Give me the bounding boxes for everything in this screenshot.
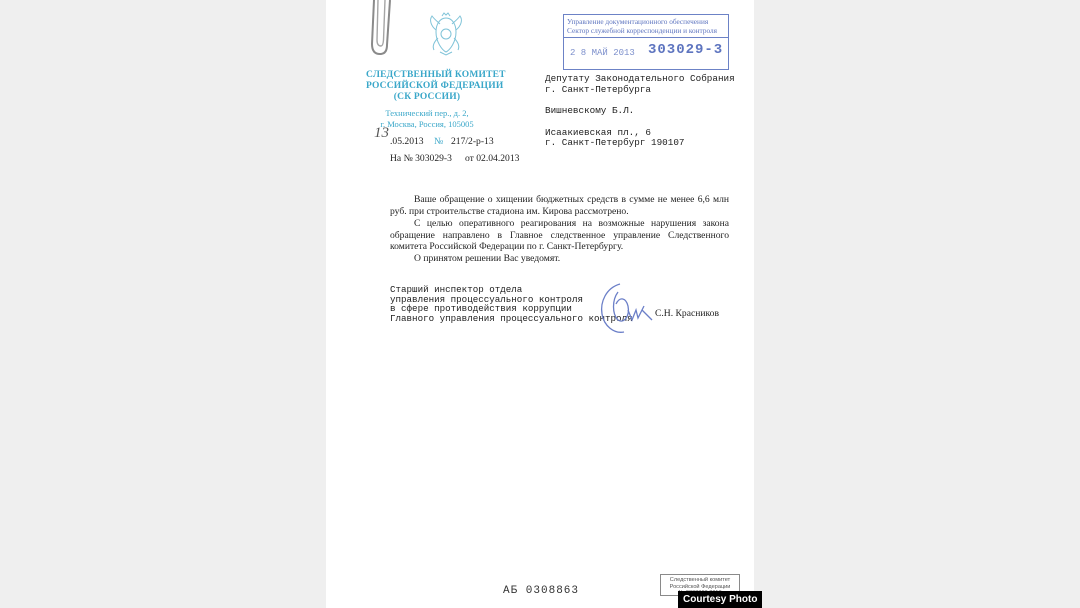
recipient-line-3: Вишневскому Б.Л. — [545, 105, 635, 116]
coat-of-arms-icon — [426, 12, 466, 56]
stamp-line-1: Управление документационного обеспечения — [567, 17, 709, 26]
footer-stamp-line-2: Российской Федерации — [669, 583, 731, 590]
address-line-1: Технический пер., д. 2, — [385, 108, 469, 118]
handwritten-signature — [598, 280, 656, 336]
org-line-3: (СК РОССИИ) — [393, 92, 461, 102]
signatory-line-2: управления процессуального контроля — [390, 293, 583, 305]
recipient-line-5: г. Санкт-Петербург 190107 — [545, 137, 685, 148]
ref-number-mark: № — [434, 136, 444, 147]
recipient-line-1: Депутату Законодательного Собрания — [545, 73, 735, 84]
ref-outgoing-number: 217/2-р-13 — [451, 136, 494, 147]
ref-incoming-number: На № 303029-3 — [390, 153, 452, 164]
ref-day-handwritten: 13 — [374, 125, 389, 141]
right-gutter — [754, 0, 1080, 608]
stamp-date: 2 8 МАЙ 2013 — [570, 48, 635, 58]
signatory-name: С.Н. Красников — [655, 308, 720, 319]
body-paragraph-2: С целью оперативного реагирования на возможные нарушения закона обращение направлено в Главное следственное управление Следственного комитета Российской Федерации по г. Санкт-Петербургу. — [390, 218, 729, 252]
left-gutter — [0, 0, 326, 608]
org-line-1: СЛЕДСТВЕННЫЙ КОМИТЕТ — [366, 70, 506, 80]
recipient-line-2: г. Санкт-Петербурга — [545, 83, 652, 95]
letterhead-org — [366, 70, 506, 103]
photo-credit-label: Courtesy Photo — [678, 591, 762, 608]
signatory-title — [390, 285, 633, 323]
body-paragraph-1: Ваше обращение о хищении бюджетных средств в сумме не менее 6,6 млн руб. при строительстве стадиона им. Кирова рассмотрено. — [390, 194, 729, 217]
ref-incoming-date: от 02.04.2013 — [465, 153, 520, 164]
stamp-line-2: Сектор служебной корреспонденции и контроля — [567, 26, 718, 35]
recipient-block — [545, 74, 735, 149]
signatory-line-1: Старший инспектор отдела — [390, 284, 523, 295]
stamp-number: 303029-3 — [648, 42, 724, 58]
signatory-line-3: в сфере противодействия коррупции — [390, 303, 572, 315]
signatory-line-4: Главного управления процессуального контроля — [390, 312, 633, 324]
footer-stamp-line-1: Следственный комитет — [669, 577, 731, 583]
form-serial-number: АБ 0308863 — [503, 585, 580, 597]
address-line-2: г. Москва, Россия, 105005 — [380, 118, 474, 129]
body-paragraph-3: О принятом решении Вас уведомят. — [414, 253, 561, 264]
org-line-2: РОССИЙСКОЙ ФЕДЕРАЦИИ — [366, 81, 504, 91]
paper-clip-icon — [368, 0, 398, 58]
recipient-line-4: Исаакиевская пл., 6 — [545, 126, 652, 138]
ref-date: .05.2013 — [390, 136, 424, 147]
letter-page — [326, 0, 754, 608]
registration-stamp — [563, 14, 729, 70]
stamp-divider — [564, 37, 728, 38]
